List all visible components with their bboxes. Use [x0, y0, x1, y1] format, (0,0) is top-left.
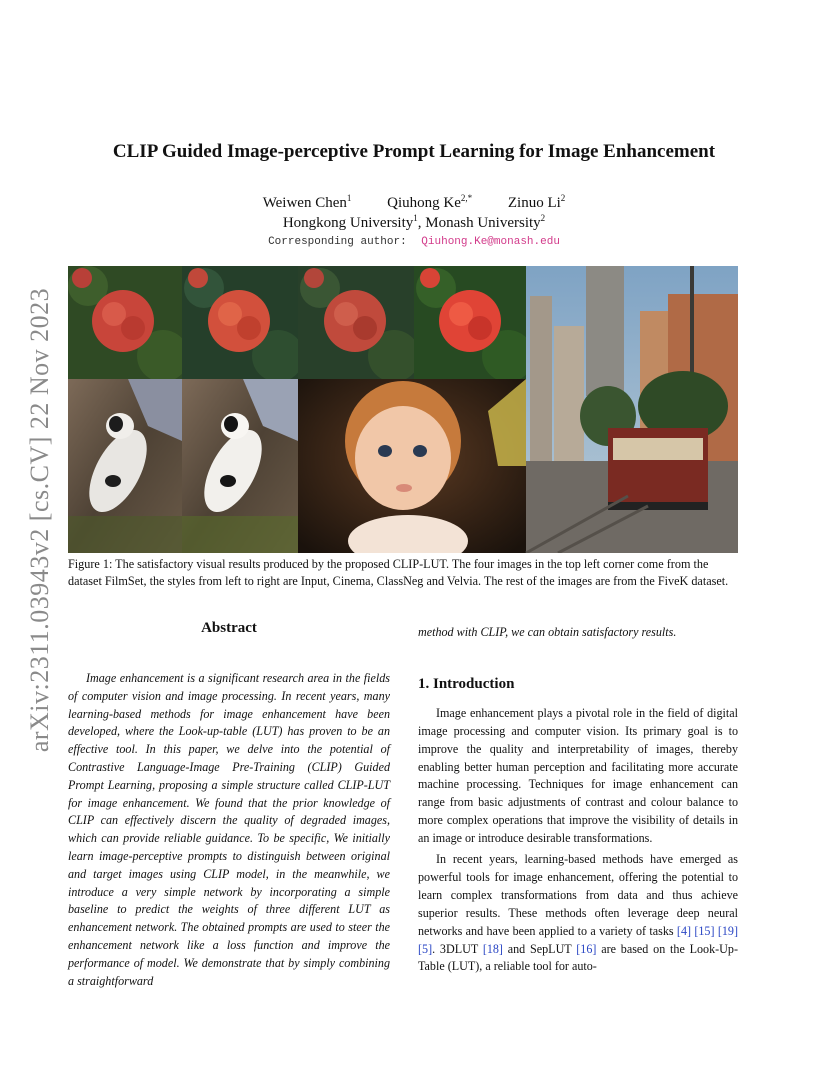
flower-input-image — [68, 266, 189, 382]
child-portrait-image — [298, 379, 526, 553]
author-3: Zinuo Li$^2$ — [507, 193, 566, 211]
abstract-continuation: method with CLIP, we can obtain satisfactory results. — [418, 625, 677, 639]
citation-link[interactable]: [4] — [676, 923, 692, 938]
figure-1-caption: Figure 1: The satisfactory visual results produced by the proposed CLIP-LUT. The four images in the top left corner come from the dataset FilmSet, the styles from left to right are Input, Cinema, ClassNeg and Velvia. The rest of the images are from the FiveK dataset. — [68, 557, 729, 588]
corresponding-label: Corresponding author: — [268, 236, 407, 248]
flower-velvia-image — [414, 266, 534, 382]
corresponding-author — [0, 236, 828, 248]
abstract-text: Image enhancement is a significant research area in the fields of computer vision and image processing. In recent years, many learning-based methods for image enhancement have been developed, where the Look-up-table (LUT) has proven to be an effective tool. In this paper, we delve into the potential of Contrastive Language-Image Pre-Training (CLIP) Guided Prompt Learning, proposing a simple structure called CLIP-LUT for image enhancement. We found that the prior knowledge of CLIP can effectively discern the quality of degraded images, which can provide reliable guidance. To be specific, We initially learn image-perceptive prompts to distinguish between original and target images using CLIP model, in the meanwhile, we introduce a very simple network by incorporating a simple baseline to predict the weights of three different LUT as enhancement network. The obtained prompts are used to steer the enhancement network like a loss function and improve the performance of model. We demonstrate that by simply combining a straightforward — [68, 671, 390, 988]
dog-input-image — [68, 379, 182, 553]
city-street-image — [526, 266, 738, 553]
arxiv-identifier: arXiv:2311.03943v2 [cs.CV] 22 Nov 2023 — [25, 287, 54, 753]
citation-link[interactable]: [16] — [576, 941, 597, 956]
introduction-heading: 1. Introduction — [418, 675, 515, 692]
author-1: Weiwen Chen$^1$ — [262, 193, 352, 211]
introduction-column — [418, 620, 738, 979]
paper-title: CLIP Guided Image-perceptive Prompt Learning for Image Enhancement — [112, 141, 716, 162]
intro-paragraph-1: Image enhancement plays a pivotal role in the field of digital image processing and computer vision. Its primary goal is to improve the quality and interpretability of images, thereby enabling better human perception and facilitating more accurate machine processing. Techniques for image enhancement can range from basic adjustments of contrast and colour balance to more complex operations that improve the visibility of details in an image or introduce desirable transformations. — [418, 705, 738, 846]
author-2: Qiuhong $Ke^{2,*}$ — [387, 193, 473, 211]
figure-1-image-grid — [68, 266, 738, 553]
citation-link[interactable]: [5] — [418, 941, 433, 956]
abstract-heading: Abstract — [201, 620, 257, 636]
flower-cinema-image — [182, 266, 304, 382]
citation-link[interactable]: [19] — [717, 923, 738, 938]
flower-classneg-image — [298, 266, 420, 382]
arxiv-side-stamp — [22, 280, 58, 760]
citation-link[interactable]: [15] — [694, 923, 715, 938]
author-list — [0, 193, 828, 212]
intro-paragraph-2: In recent years, learning-based methods have emerged as powerful tools for image enhancement, offering the potential to learn complex transformations from data and thus achieve superior results. These methods often leverage deep neural networks and have been applied to a variety of tasks [4] [15] [19] [5]. 3DLUT [18] and SepLUT [16] are based on the Look-Up-Table (LUT), a reliable tool for auto- — [418, 852, 738, 974]
abstract-column — [68, 620, 390, 990]
dog-enhanced-image — [182, 379, 298, 553]
corresponding-email-link[interactable]: Qiuhong.Ke@monash.edu — [421, 236, 560, 248]
citation-link[interactable]: [18] — [482, 941, 503, 956]
affiliations: Hongkong University$^1$, Monash University$^2$ — [282, 213, 546, 231]
